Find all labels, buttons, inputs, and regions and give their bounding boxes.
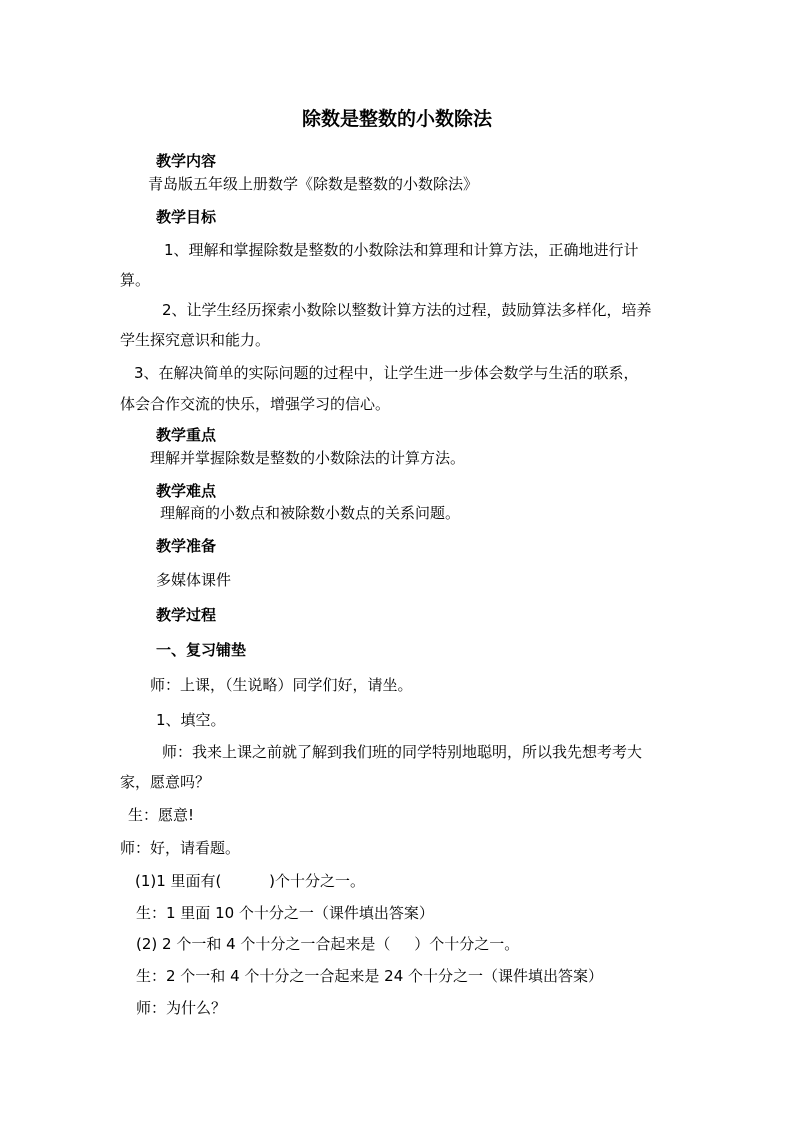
heading-teaching-goals: 教学目标 (156, 208, 217, 226)
heading-preparation: 教学准备 (156, 537, 217, 555)
document-title: 除数是整数的小数除法 (301, 108, 492, 130)
goal-2-line-2: 学生探究意识和能力。 (120, 331, 271, 349)
answer-2: 生：2 个一和 4 个十分之一合起来是 24 个十分之一（课件填出答案） (136, 967, 604, 985)
heading-teaching-content: 教学内容 (156, 152, 217, 170)
goal-3-line-1: 3、在解决简单的实际问题的过程中，让学生进一步体会数学与生活的联系， (134, 364, 639, 382)
dialogue-line-3b: 家，愿意吗？ (120, 773, 211, 791)
question-1: (1)1 里面有( )个十分之一。 (135, 872, 365, 890)
heading-key-point: 教学重点 (156, 426, 217, 444)
question-2: (2) 2 个一和 4 个十分之一合起来是（ ）个十分之一。 (136, 935, 520, 953)
dialogue-line-5: 师：好，请看题。 (120, 839, 241, 857)
dialogue-line-10: 师：为什么？ (136, 999, 227, 1017)
preparation-text: 多媒体课件 (156, 571, 232, 589)
dialogue-line-4: 生：愿意! (128, 806, 195, 824)
teaching-content-text: 青岛版五年级上册数学《除数是整数的小数除法》 (148, 175, 479, 193)
dialogue-line-2: 1、填空。 (156, 711, 226, 729)
goal-3-line-2: 体会合作交流的快乐，增强学习的信心。 (120, 395, 391, 413)
goal-1-line-1: 1、理解和掌握除数是整数的小数除法和算理和计算方法，正确地进行计 (164, 241, 639, 259)
goal-2-line-1: 2、让学生经历探索小数除以整数计算方法的过程，鼓励算法多样化，培养 (162, 301, 652, 319)
dialogue-line-1: 师：上课，（生说略）同学们好，请坐。 (150, 676, 413, 694)
dialogue-line-3a: 师：我来上课之前就了解到我们班的同学特别地聪明，所以我先想考考大 (162, 743, 643, 761)
difficulty-text: 理解商的小数点和被除数小数点的关系问题。 (160, 504, 461, 522)
heading-difficulty: 教学难点 (156, 482, 217, 500)
answer-1: 生：1 里面 10 个十分之一（课件填出答案） (136, 904, 434, 922)
goal-1-line-2: 算。 (120, 271, 151, 289)
key-point-text: 理解并掌握除数是整数的小数除法的计算方法。 (150, 449, 466, 467)
heading-review: 一、复习铺垫 (156, 641, 247, 659)
heading-teaching-process: 教学过程 (156, 606, 217, 624)
